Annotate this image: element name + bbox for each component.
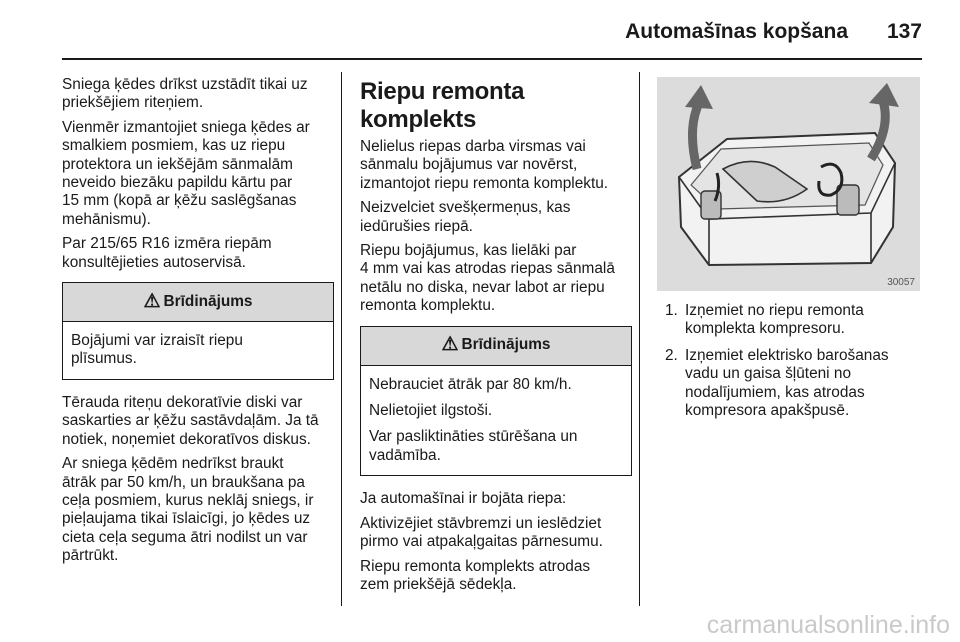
warning-line: Var pasliktināties stūrēšana un vadāmība.	[369, 428, 578, 464]
step-text: Izņemiet no riepu remonta komplekta kompresoru.	[685, 302, 864, 338]
step-number: 1.	[665, 302, 678, 319]
section-title: Automašīnas kopšana	[625, 20, 848, 43]
step-item	[665, 347, 925, 421]
column-divider-2	[639, 72, 640, 606]
section-heading: Riepu remonta komplekts	[360, 78, 525, 133]
step-number: 2.	[665, 346, 678, 364]
repair-kit-drawing	[657, 77, 920, 291]
page-header	[0, 0, 960, 60]
paragraph: Nelielus riepas darba virsmas vai sānmalu bojājumus var novērst, izmantojot riepu remonta komplektu.	[360, 138, 609, 192]
warning-line: Nebrauciet ātrāk par 80 km/h.	[369, 375, 572, 393]
paragraph: Riepu remonta komplekts atrodas zem priekšējā sēdekļa.	[360, 557, 591, 593]
warning-header	[63, 283, 333, 322]
column-divider-1	[341, 72, 342, 606]
middle-column	[360, 78, 632, 600]
repair-kit-illustration	[657, 77, 920, 291]
watermark: carmanualsonline.info	[706, 611, 950, 639]
paragraph: Neizvelciet svešķermeņus, kas iedūrušies riepā.	[360, 199, 571, 235]
warning-box	[360, 326, 632, 477]
warning-title: Brīdinājums	[461, 336, 551, 354]
warning-box	[62, 282, 334, 380]
warning-icon: ⚠	[441, 334, 459, 356]
step-text: Izņemiet elektrisko barošanas vadu un gaisa šļūteni no nodalījumiem, kas atrodas kompresora apakšpusē.	[685, 346, 889, 420]
warning-text: Bojājumi var izraisīt riepu plīsumus.	[71, 332, 243, 368]
paragraph: Ar sniega ķēdēm nedrīkst braukt ātrāk par 50 km/h, un braukšana pa ceļa posmiem, kurus neklāj sniegs, ir pieļaujama tikai īslaicīgi, jo ķēdes uz cieta ceļa seguma ātri nodilst un var pārtrūkt.	[62, 455, 314, 565]
warning-header	[361, 327, 631, 366]
figure-code: 30057	[887, 277, 915, 288]
step-item	[665, 302, 925, 339]
left-column	[62, 76, 334, 572]
header-rule	[62, 58, 922, 60]
paragraph: Aktivizējiet stāvbremzi un ieslēdziet pirmo vai atpakaļgaitas pārnesumu.	[360, 514, 603, 551]
paragraph: Ja automašīnai ir bojāta riepa:	[360, 490, 567, 508]
instruction-steps	[665, 302, 925, 428]
paragraph: Riepu bojājumus, kas lielāki par 4 mm vai kas atrodas riepas sānmalā netālu no diska, nevar labot ar riepu remonta komplektu.	[360, 242, 615, 315]
paragraph: Par 215/65 R16 izmēra riepām konsultējieties autoservisā.	[62, 235, 272, 271]
paragraph: Sniega ķēdes drīkst uzstādīt tikai uz priekšējiem riteņiem.	[62, 76, 308, 112]
paragraph: Vienmēr izmantojiet sniega ķēdes ar smalkiem posmiem, kas uz riepu protektora un iekšējām sānmalām neveido biezāku papildu kārtu par 15 mm (kopā ar ķēžu saslēgšanas mehānismu).	[62, 118, 310, 228]
warning-line: Nelietojiet ilgstoši.	[369, 402, 493, 420]
page-number: 137	[886, 20, 922, 43]
paragraph: Tērauda riteņu dekoratīvie diski var saskarties ar ķēžu sastāvdaļām. Ja tā notiek, noņemiet dekoratīvos diskus.	[62, 393, 319, 448]
warning-icon: ⚠	[143, 290, 161, 312]
warning-title: Brīdinājums	[163, 292, 253, 310]
